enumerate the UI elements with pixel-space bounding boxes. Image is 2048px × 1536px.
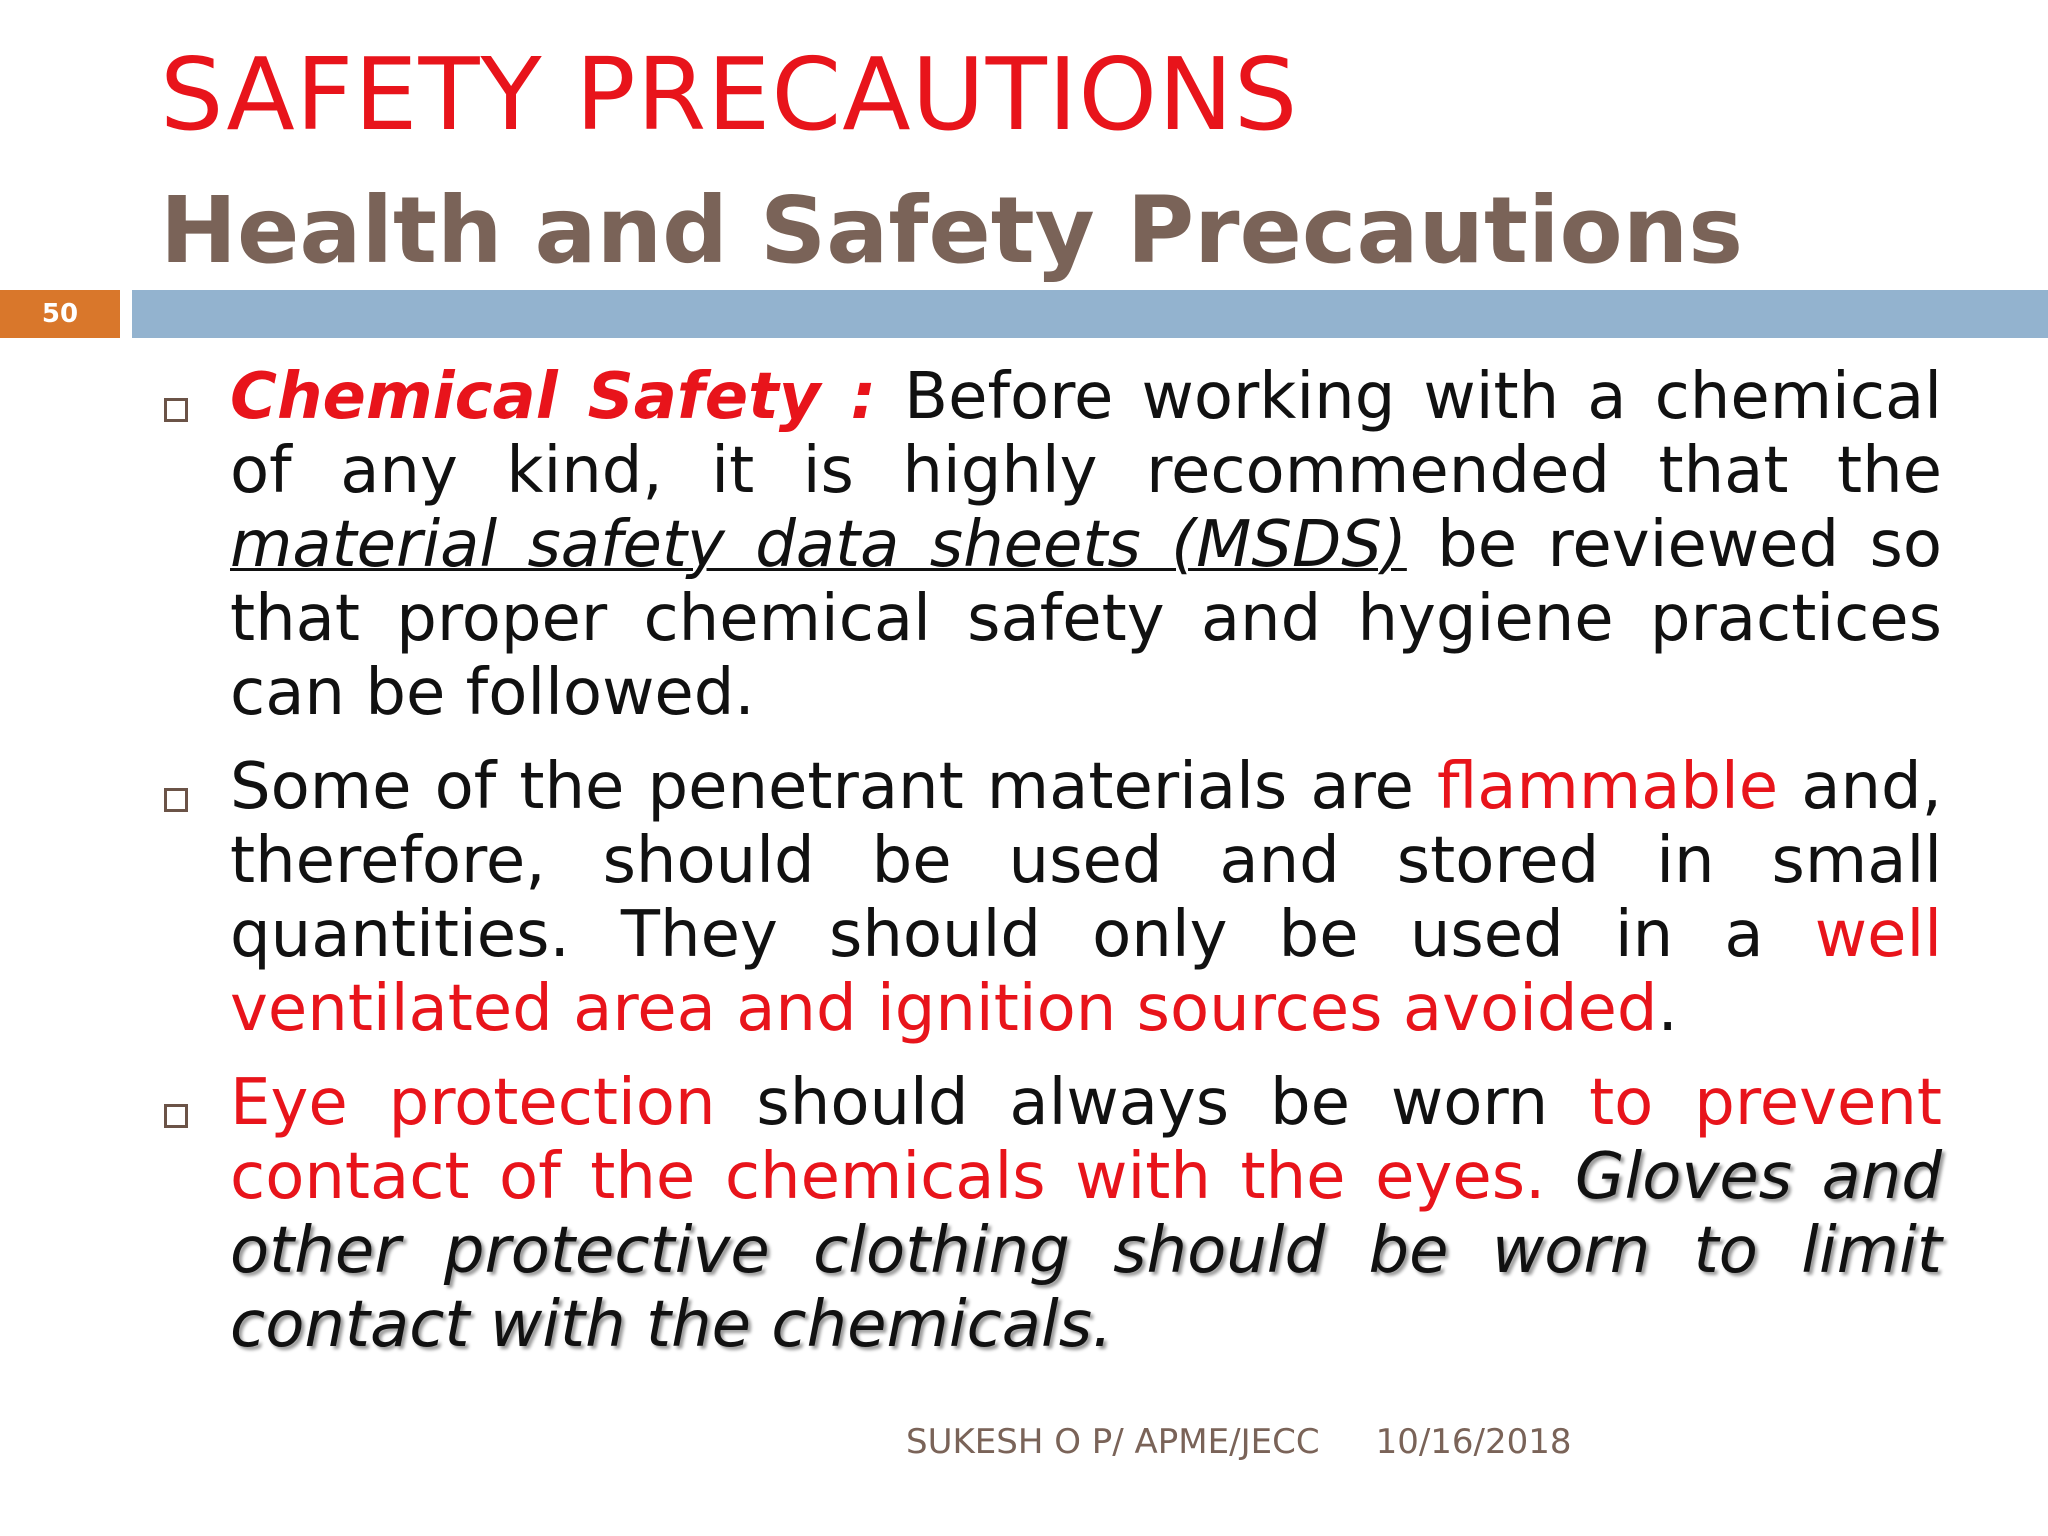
msds-link[interactable]: material safety data sheets (MSDS) <box>230 508 1407 582</box>
bullet-flammable <box>160 750 1942 1046</box>
footer-author: SUKESH O P/ APME/JECC <box>906 1422 1320 1462</box>
header-divider-bar <box>132 290 2048 338</box>
bullet-list <box>160 360 1942 1382</box>
footer-date: 10/16/2018 <box>1375 1422 1572 1462</box>
checkbox-square-icon <box>164 788 188 812</box>
bullet-text: Chemical Safety : Before working with a chemical of any kind, it is highly recommended that the material safety data sheets (MSDS) be reviewed so that proper chemical safety and hygiene practices can be followed. <box>230 360 1943 730</box>
bullet-label: Chemical Safety : <box>230 360 877 434</box>
slide-footer <box>906 1422 1572 1462</box>
bullet-eye-protection <box>160 1066 1942 1362</box>
slide-subtitle: Health and Safety Precautions <box>160 177 1744 284</box>
page-number-badge: 50 <box>0 290 120 338</box>
bullet-chemical-safety <box>160 360 1942 730</box>
slide-title: SAFETY PRECAUTIONS <box>160 36 1299 153</box>
checkbox-square-icon <box>164 398 188 422</box>
bullet-text: Some of the penetrant materials are flammable and, therefore, should be used and stored in small quantities. They should only be used in a well ventilated area and ignition sources avoided. <box>230 750 1943 1046</box>
checkbox-square-icon <box>164 1104 188 1128</box>
bullet-text: Eye protection should always be worn to prevent contact of the chemicals with the eyes. Gloves and other protective clothing should be worn to limit contact with the chemicals. <box>230 1066 1943 1362</box>
